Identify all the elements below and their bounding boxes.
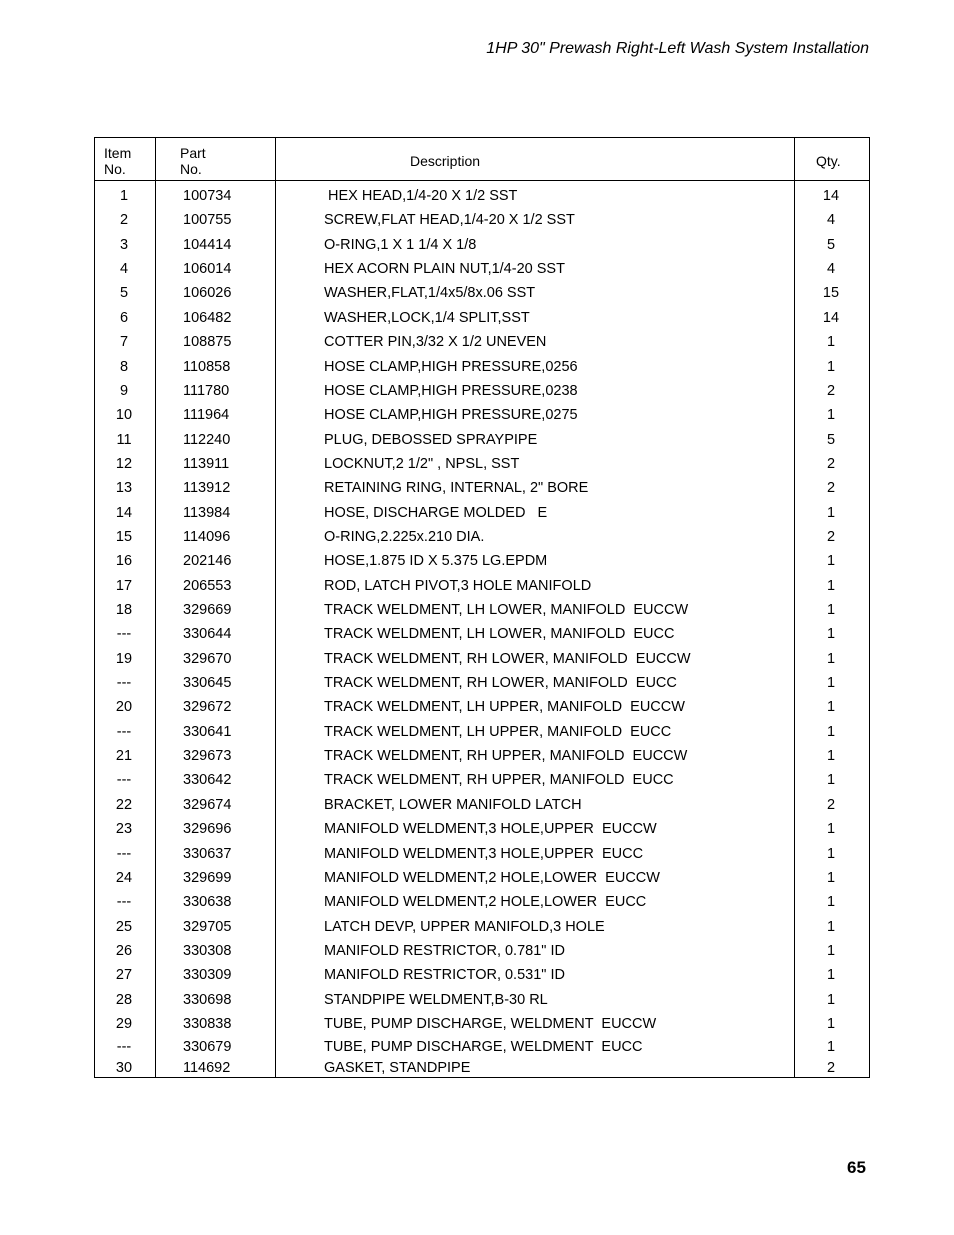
part-number-cell: 110858: [183, 358, 231, 375]
quantity-cell: 1: [826, 723, 836, 740]
part-number-cell: 329669: [183, 602, 232, 618]
description-cell: PLUG, DEBOSSED SPRAYPIPE: [324, 431, 538, 448]
part-number-cell: 330637: [183, 845, 232, 862]
quantity-cell: 5: [826, 431, 836, 448]
table-row: [95, 406, 869, 424]
header-divider: [95, 180, 869, 181]
item-number-cell: ---: [116, 1039, 132, 1056]
table-row: [95, 479, 869, 497]
description-cell: GASKET, STANDPIPE: [324, 1060, 471, 1077]
quantity-cell: 1: [826, 602, 836, 618]
description-cell: O-RING,1 X 1 1/4 X 1/8: [324, 236, 477, 253]
part-number-cell: 114692: [183, 1060, 231, 1077]
description-cell: O-RING,2.225x.210 DIA.: [324, 528, 485, 545]
quantity-cell: 1: [826, 577, 836, 594]
item-number-cell: 11: [116, 431, 132, 448]
part-number-cell: 113911: [183, 455, 230, 472]
description-cell: TRACK WELDMENT, RH UPPER, MANIFOLD EUCCW: [324, 748, 688, 765]
part-number-cell: 104414: [183, 236, 232, 253]
quantity-cell: 1: [826, 626, 836, 643]
description-cell: MANIFOLD WELDMENT,2 HOLE,LOWER EUCC: [324, 894, 647, 911]
part-number-cell: 330638: [183, 894, 232, 911]
description-cell: MANIFOLD WELDMENT,2 HOLE,LOWER EUCCW: [324, 869, 660, 886]
item-number-cell: 26: [115, 942, 133, 959]
column-header-item: Item No.: [104, 145, 132, 177]
part-number-cell: 112240: [183, 431, 231, 448]
description-cell: WASHER,FLAT,1/4x5/8x.06 SST: [324, 285, 536, 302]
part-number-cell: 100734: [183, 188, 232, 204]
quantity-cell: 2: [826, 1060, 836, 1077]
item-number-cell: 23: [115, 821, 133, 838]
table-row: [95, 601, 869, 619]
quantity-cell: 1: [826, 894, 836, 911]
quantity-cell: 1: [826, 1039, 836, 1056]
parts-table: [94, 137, 870, 1078]
description-cell: HOSE,1.875 ID X 5.375 LG.EPDM: [324, 553, 548, 570]
table-row: [95, 893, 869, 911]
column-header-description: Description: [410, 153, 481, 169]
table-row: [95, 796, 869, 814]
part-number-cell: 330838: [183, 1015, 232, 1032]
item-number-cell: ---: [116, 894, 132, 911]
part-number-cell: 202146: [183, 553, 232, 570]
table-row: [95, 723, 869, 741]
item-number-cell: ---: [116, 626, 132, 643]
table-row: [95, 674, 869, 692]
quantity-cell: 4: [826, 212, 836, 229]
item-number-cell: 29: [115, 1015, 133, 1032]
description-cell: LOCKNUT,2 1/2" , NPSL, SST: [324, 455, 520, 472]
description-cell: MANIFOLD RESTRICTOR, 0.531" ID: [324, 967, 565, 984]
table-row: [95, 820, 869, 838]
quantity-cell: 1: [826, 918, 836, 935]
part-number-cell: 106014: [183, 261, 232, 278]
item-number-cell: ---: [116, 675, 132, 691]
table-row: [95, 1059, 869, 1077]
table-row: [95, 504, 869, 522]
item-number-cell: 21: [115, 748, 133, 765]
quantity-cell: 2: [826, 528, 836, 545]
description-cell: HOSE CLAMP,HIGH PRESSURE,0275: [324, 407, 578, 424]
part-number-cell: 330642: [183, 772, 232, 789]
part-number-cell: 108875: [183, 334, 232, 351]
table-row: [95, 845, 869, 863]
table-row: [95, 747, 869, 765]
item-number-cell: 20: [115, 699, 133, 716]
item-number-cell: 22: [115, 796, 133, 813]
part-number-cell: 206553: [183, 577, 232, 594]
quantity-cell: 1: [826, 504, 836, 521]
quantity-cell: 14: [822, 309, 840, 326]
quantity-cell: 1: [826, 991, 836, 1008]
table-row: [95, 1015, 869, 1033]
part-number-cell: 100755: [183, 212, 232, 229]
part-number-cell: 329672: [183, 699, 232, 716]
description-cell: TRACK WELDMENT, RH LOWER, MANIFOLD EUCCW: [324, 650, 691, 667]
table-row: [95, 528, 869, 546]
quantity-cell: 1: [826, 334, 836, 351]
item-number-cell: 5: [119, 285, 129, 302]
page-number: 65: [847, 1158, 866, 1177]
description-cell: HEX HEAD,1/4-20 X 1/2 SST: [324, 188, 518, 204]
quantity-cell: 4: [826, 261, 836, 278]
part-number-cell: 329699: [183, 869, 232, 886]
table-row: [95, 577, 869, 595]
part-number-cell: 113912: [183, 480, 231, 497]
table-row: [95, 431, 869, 449]
table-row: [95, 1038, 869, 1056]
quantity-cell: 1: [826, 967, 836, 984]
quantity-cell: 2: [826, 480, 836, 497]
item-number-cell: 13: [115, 480, 133, 497]
item-number-cell: ---: [116, 772, 132, 789]
description-cell: RETAINING RING, INTERNAL, 2" BORE: [324, 480, 589, 497]
part-number-cell: 329696: [183, 821, 232, 838]
table-row: [95, 698, 869, 716]
quantity-cell: 1: [826, 1015, 836, 1032]
item-number-cell: 3: [119, 236, 129, 253]
description-cell: BRACKET, LOWER MANIFOLD LATCH: [324, 796, 582, 813]
quantity-cell: 2: [826, 382, 836, 399]
item-number-cell: 2: [119, 212, 129, 229]
table-row: [95, 625, 869, 643]
item-number-cell: 25: [115, 918, 133, 935]
quantity-cell: 1: [826, 748, 836, 765]
item-number-cell: 14: [115, 504, 133, 521]
table-row: [95, 455, 869, 473]
description-cell: HOSE CLAMP,HIGH PRESSURE,0238: [324, 382, 578, 399]
item-number-cell: 7: [119, 334, 129, 351]
part-number-cell: 329674: [183, 796, 232, 813]
item-number-cell: 6: [119, 309, 129, 326]
description-cell: SCREW,FLAT HEAD,1/4-20 X 1/2 SST: [324, 212, 575, 229]
description-cell: TRACK WELDMENT, LH LOWER, MANIFOLD EUCC: [324, 626, 675, 643]
part-number-cell: 106482: [183, 309, 232, 326]
quantity-cell: 1: [826, 845, 836, 862]
part-number-cell: 111964: [183, 407, 230, 424]
table-row: [95, 771, 869, 789]
description-cell: WASHER,LOCK,1/4 SPLIT,SST: [324, 309, 530, 326]
table-row: [95, 991, 869, 1009]
item-number-cell: 15: [115, 528, 133, 545]
table-row: [95, 942, 869, 960]
quantity-cell: 14: [822, 188, 840, 204]
quantity-cell: 2: [826, 455, 836, 472]
part-number-cell: 330641: [183, 723, 232, 740]
column-header-part: Part No.: [180, 145, 206, 177]
description-cell: TRACK WELDMENT, LH UPPER, MANIFOLD EUCC: [324, 723, 672, 740]
description-cell: MANIFOLD WELDMENT,3 HOLE,UPPER EUCC: [324, 845, 644, 862]
item-number-cell: 30: [115, 1060, 133, 1077]
table-row: [95, 552, 869, 570]
table-row: [95, 187, 869, 205]
item-number-cell: 12: [115, 455, 133, 472]
table-row: [95, 260, 869, 278]
table-row: [95, 966, 869, 984]
table-row: [95, 211, 869, 229]
part-number-cell: 106026: [183, 285, 232, 302]
description-cell: ROD, LATCH PIVOT,3 HOLE MANIFOLD: [324, 577, 592, 594]
table-row: [95, 358, 869, 376]
table-row: [95, 236, 869, 254]
item-number-cell: 8: [119, 358, 129, 375]
description-cell: HOSE CLAMP,HIGH PRESSURE,0256: [324, 358, 578, 375]
document-title: 1HP 30" Prewash Right-Left Wash System Installation: [486, 40, 869, 57]
table-row: [95, 869, 869, 887]
description-cell: MANIFOLD RESTRICTOR, 0.781" ID: [324, 942, 565, 959]
quantity-cell: 1: [826, 942, 836, 959]
item-number-cell: 24: [115, 869, 133, 886]
description-cell: LATCH DEVP, UPPER MANIFOLD,3 HOLE: [324, 918, 605, 935]
description-cell: TUBE, PUMP DISCHARGE, WELDMENT EUCC: [324, 1039, 643, 1056]
item-number-cell: 4: [119, 261, 129, 278]
quantity-cell: 1: [826, 650, 836, 667]
table-row: [95, 309, 869, 327]
quantity-cell: 1: [826, 553, 836, 570]
description-cell: HEX ACORN PLAIN NUT,1/4-20 SST: [324, 261, 565, 278]
quantity-cell: 1: [826, 869, 836, 886]
quantity-cell: 1: [826, 675, 836, 691]
quantity-cell: 1: [826, 407, 836, 424]
description-cell: MANIFOLD WELDMENT,3 HOLE,UPPER EUCCW: [324, 821, 657, 838]
item-number-cell: 19: [115, 650, 133, 667]
description-cell: HOSE, DISCHARGE MOLDED E: [324, 504, 548, 521]
description-cell: TRACK WELDMENT, LH UPPER, MANIFOLD EUCCW: [324, 699, 685, 716]
quantity-cell: 5: [826, 236, 836, 253]
part-number-cell: 329705: [183, 918, 232, 935]
description-cell: TRACK WELDMENT, RH UPPER, MANIFOLD EUCC: [324, 772, 674, 789]
table-row: [95, 918, 869, 936]
item-number-cell: 10: [115, 407, 133, 424]
part-number-cell: 330645: [183, 675, 232, 691]
item-number-cell: 28: [115, 991, 133, 1008]
table-row: [95, 382, 869, 400]
quantity-cell: 1: [826, 358, 836, 375]
part-number-cell: 114096: [183, 528, 231, 545]
description-cell: TRACK WELDMENT, RH LOWER, MANIFOLD EUCC: [324, 675, 677, 691]
description-cell: TRACK WELDMENT, LH LOWER, MANIFOLD EUCCW: [324, 602, 689, 618]
table-row: [95, 650, 869, 668]
item-number-cell: 17: [115, 577, 133, 594]
quantity-cell: 1: [826, 772, 836, 789]
part-number-cell: 111780: [183, 382, 230, 399]
quantity-cell: 1: [826, 699, 836, 716]
part-number-cell: 113984: [183, 504, 231, 521]
item-number-cell: 1: [119, 188, 129, 204]
item-number-cell: 16: [115, 553, 133, 570]
part-number-cell: 330309: [183, 967, 232, 984]
item-number-cell: ---: [116, 723, 132, 740]
quantity-cell: 15: [822, 285, 840, 302]
item-number-cell: 9: [119, 382, 129, 399]
part-number-cell: 330698: [183, 991, 232, 1008]
description-cell: COTTER PIN,3/32 X 1/2 UNEVEN: [324, 334, 547, 351]
part-number-cell: 330644: [183, 626, 232, 643]
table-row: [95, 333, 869, 351]
part-number-cell: 330679: [183, 1039, 232, 1056]
part-number-cell: 329673: [183, 748, 232, 765]
quantity-cell: 2: [826, 796, 836, 813]
column-header-qty: Qty.: [816, 153, 841, 169]
item-number-cell: ---: [116, 845, 132, 862]
description-cell: TUBE, PUMP DISCHARGE, WELDMENT EUCCW: [324, 1015, 657, 1032]
table-row: [95, 284, 869, 302]
part-number-cell: 330308: [183, 942, 232, 959]
item-number-cell: 27: [115, 967, 133, 984]
description-cell: STANDPIPE WELDMENT,B-30 RL: [324, 991, 548, 1008]
item-number-cell: 18: [115, 602, 133, 618]
quantity-cell: 1: [826, 821, 836, 838]
part-number-cell: 329670: [183, 650, 232, 667]
